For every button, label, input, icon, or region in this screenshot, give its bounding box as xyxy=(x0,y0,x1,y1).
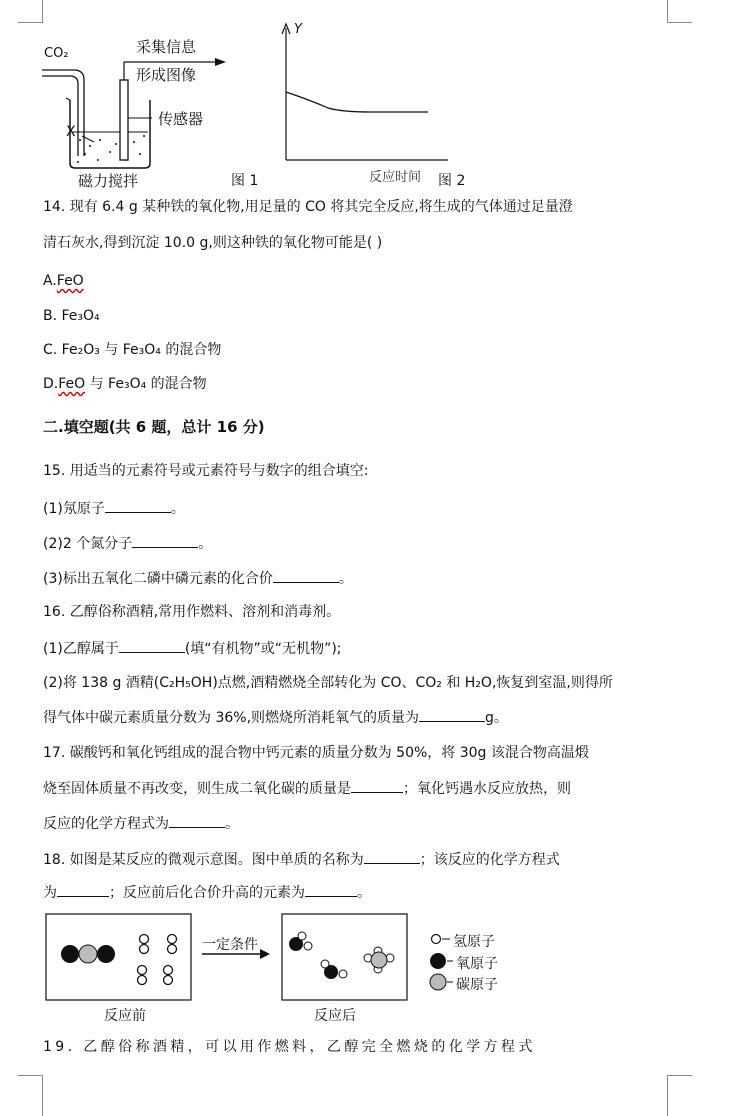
q18-l2-end: 。 xyxy=(357,885,371,901)
condition-label: 一定条件 xyxy=(202,937,258,953)
q19-line1: 19. 乙醇俗称酒精，可以用作燃料，乙醇完全燃烧的化学方程式 xyxy=(43,1039,536,1055)
option-a-formula: FeO xyxy=(56,273,84,289)
legend-oxygen: 氧原子 xyxy=(456,956,498,972)
q16-part1 xyxy=(43,638,342,659)
q17-line2 xyxy=(43,778,571,799)
before-label: 反应前 xyxy=(104,1008,146,1024)
q14-option-a xyxy=(43,271,84,291)
x-label: X xyxy=(66,124,76,140)
option-d-rest: 与 Fe₃O₄ 的混合物 xyxy=(85,376,207,392)
q18-l2-mid: ；反应前后化合价升高的元素为 xyxy=(109,885,305,901)
section-heading: 二.填空题(共 6 题，总计 16 分) xyxy=(43,418,265,436)
q17-l2-rest: ；氧化钙遇水反应放热，则 xyxy=(403,781,571,797)
q15-p2-text: (2)2 个氮分子 xyxy=(43,536,133,552)
crop-mark xyxy=(42,0,43,22)
legend-carbon: 碳原子 xyxy=(456,977,498,993)
q18-line2 xyxy=(43,882,371,903)
answer-blank[interactable] xyxy=(351,778,403,793)
answer-blank[interactable] xyxy=(419,707,485,722)
q15-p3-text: (3)标出五氧化二磷中磷元素的化合价 xyxy=(43,571,273,587)
sensor-label: 传感器 xyxy=(158,110,204,128)
q14-option-d xyxy=(43,374,207,394)
q15-part3 xyxy=(43,568,353,589)
crop-mark xyxy=(18,1075,43,1076)
q18-l1-rest: ；该反应的化学方程式 xyxy=(419,852,560,868)
form-image-label: 形成图像 xyxy=(136,66,197,84)
q15-p3-end: 。 xyxy=(338,571,353,587)
co2-label: CO₂ xyxy=(44,46,69,61)
after-label: 反应后 xyxy=(314,1008,356,1024)
q15-part1 xyxy=(43,498,185,519)
fig1-label: 图 1 xyxy=(231,173,259,189)
q17-line1: 17. 碳酸钙和氧化钙组成的混合物中钙元素的质量分数为 50%，将 30g 该混合物高温煅 xyxy=(43,745,589,761)
answer-blank[interactable] xyxy=(169,813,225,828)
y-axis-label: Y xyxy=(294,22,302,37)
stir-label: 磁力搅拌 xyxy=(78,172,139,190)
graph-figure xyxy=(270,20,450,170)
collect-label: 采集信息 xyxy=(136,38,197,56)
crop-mark xyxy=(18,22,43,23)
answer-blank[interactable] xyxy=(305,882,357,897)
option-d-prefix: D. xyxy=(43,376,59,392)
q15-part2 xyxy=(43,533,212,554)
q15-p2-end: 。 xyxy=(198,536,213,552)
crop-mark xyxy=(667,1075,668,1116)
answer-blank[interactable] xyxy=(119,638,185,653)
option-a-prefix: A. xyxy=(43,273,57,289)
q16-p1-hint: (填“有机物”或“无机物”); xyxy=(184,641,342,657)
q16-p1-text: (1)乙醇属于 xyxy=(43,641,119,657)
q15-p1-text: (1)氖原子 xyxy=(43,501,105,517)
q15-stem: 15. 用适当的元素符号或元素符号与数字的组合填空: xyxy=(43,463,369,479)
q18-l2-text: 为 xyxy=(43,885,57,901)
q17-line3 xyxy=(43,813,239,834)
q16-p2-end: g。 xyxy=(485,710,508,726)
legend-hydrogen: 氢原子 xyxy=(453,934,495,950)
q14-line1: 14. 现有 6.4 g 某种铁的氧化物,用足量的 CO 将其完全反应,将生成的气体通过足量澄 xyxy=(43,199,573,215)
q17-l3-end: 。 xyxy=(225,816,239,832)
answer-blank[interactable] xyxy=(132,533,198,548)
q16-stem: 16. 乙醇俗称酒精,常用作燃料、溶剂和消毒剂。 xyxy=(43,604,341,620)
crop-mark xyxy=(667,22,692,23)
answer-blank[interactable] xyxy=(105,498,171,513)
crop-mark xyxy=(667,0,668,22)
answer-blank[interactable] xyxy=(273,568,339,583)
q17-l3-text: 反应的化学方程式为 xyxy=(43,816,169,832)
q16-part2-line1: (2)将 138 g 酒精(C₂H₅OH)点燃,酒精燃烧全部转化为 CO、CO₂ 和 H₂O,恢复到室温,则得所 xyxy=(43,675,613,691)
crop-mark xyxy=(667,1075,692,1076)
reaction-diagram xyxy=(44,912,604,1004)
crop-mark xyxy=(42,1075,43,1116)
q18-line1 xyxy=(43,849,560,870)
answer-blank[interactable] xyxy=(364,849,420,864)
q15-p1-end: 。 xyxy=(170,501,185,517)
q17-l2-text: 烧至固体质量不再改变，则生成二氧化碳的质量是 xyxy=(43,781,351,797)
q14-option-c: C. Fe₂O₃ 与 Fe₃O₄ 的混合物 xyxy=(43,342,222,358)
q14-line2: 清石灰水,得到沉淀 10.0 g,则这种铁的氧化物可能是( ) xyxy=(43,235,383,251)
q14-option-b: B. Fe₃O₄ xyxy=(43,308,100,324)
answer-blank[interactable] xyxy=(57,882,109,897)
time-axis-label: 反应时间 xyxy=(369,170,422,185)
q18-l1-text: 18. 如图是某反应的微观示意图。图中单质的名称为 xyxy=(43,852,364,868)
option-d-formula: FeO xyxy=(58,376,86,392)
q16-part2-line2 xyxy=(43,707,508,728)
q16-p2-text: 得气体中碳元素质量分数为 36%,则燃烧所消耗氧气的质量为 xyxy=(43,710,420,726)
fig2-label: 图 2 xyxy=(438,173,466,189)
